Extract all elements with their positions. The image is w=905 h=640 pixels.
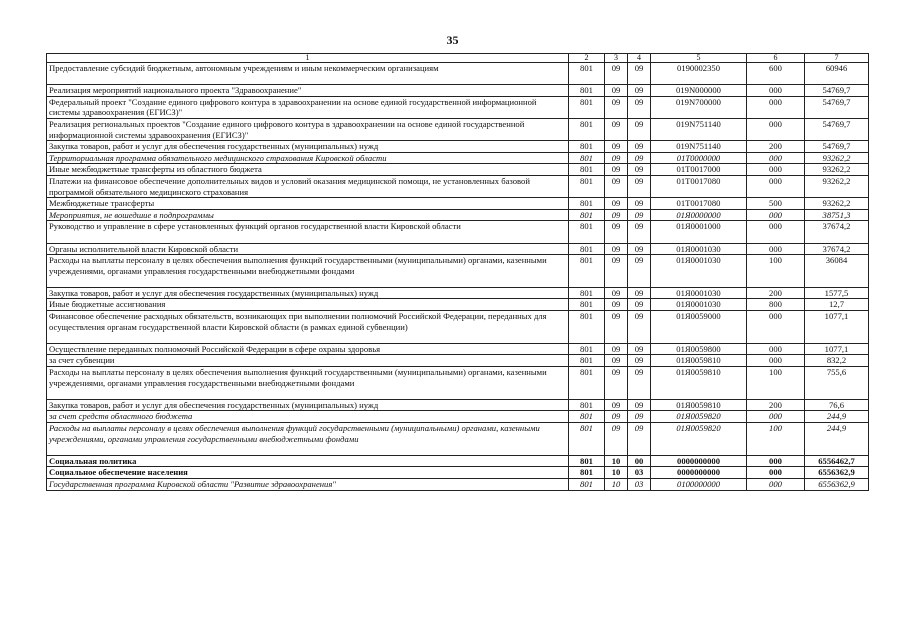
cell-amount: 54769,7 [805,141,869,153]
table-row [47,85,869,97]
cell-target-article: 01Я0001030 [651,243,747,255]
table-row [47,221,869,243]
cell-target-article: 01Я0000000 [651,209,747,221]
table-row [47,141,869,153]
cell-section: 09 [605,299,628,311]
table-row [47,118,869,140]
cell-expense-type: 000 [747,243,805,255]
cell-grbs: 801 [569,141,605,153]
cell-target-article: 019N000000 [651,85,747,97]
cell-subsection: 09 [628,299,651,311]
cell-name: Закупка товаров, работ и услуг для обеспечения государственных (муниципальных) нужд [47,399,569,411]
cell-expense-type: 600 [747,63,805,85]
cell-subsection: 09 [628,311,651,344]
cell-subsection: 09 [628,287,651,299]
cell-expense-type: 000 [747,479,805,491]
cell-amount: 93262,2 [805,198,869,210]
cell-grbs: 801 [569,311,605,344]
header-col-4: 4 [628,54,651,63]
cell-amount: 37674,2 [805,221,869,243]
cell-name: Расходы на выплаты персоналу в целях обеспечения выполнения функций государственными (муниципальными) органами, казенными учреждениями, органами управления государственными внебюджетными фондами [47,367,569,400]
cell-subsection: 09 [628,118,651,140]
cell-grbs: 801 [569,343,605,355]
cell-expense-type: 000 [747,355,805,367]
table-row [47,198,869,210]
cell-amount: 54769,7 [805,96,869,118]
cell-section: 10 [605,479,628,491]
cell-name: Закупка товаров, работ и услуг для обеспечения государственных (муниципальных) нужд [47,287,569,299]
cell-name: Федеральный проект "Создание единого цифрового контура в здравоохранении на основе единой государственной информационной системы здравоохранения (ЕГИСЗ)" [47,96,569,118]
cell-section: 09 [605,367,628,400]
cell-target-article: 01Я0059810 [651,355,747,367]
cell-section: 09 [605,399,628,411]
table-row [47,311,869,344]
cell-amount: 93262,2 [805,175,869,197]
cell-expense-type: 000 [747,221,805,243]
cell-name: Иные межбюджетные трансферты из областного бюджета [47,164,569,176]
cell-grbs: 801 [569,299,605,311]
cell-section: 09 [605,255,628,288]
cell-name: Расходы на выплаты персоналу в целях обеспечения выполнения функций государственными (муниципальными) органами, казенными учреждениями, органами управления государственными внебюджетными фондами [47,255,569,288]
cell-amount: 60946 [805,63,869,85]
header-col-5: 5 [651,54,747,63]
cell-target-article: 01Я0059820 [651,411,747,423]
table-row [47,367,869,400]
table-row [47,164,869,176]
cell-name: Социальное обеспечение населения [47,467,569,479]
cell-expense-type: 000 [747,455,805,467]
cell-subsection: 03 [628,467,651,479]
cell-amount: 1577,5 [805,287,869,299]
cell-expense-type: 000 [747,152,805,164]
cell-name: Межбюджетные трансферты [47,198,569,210]
cell-amount: 37674,2 [805,243,869,255]
table-row [47,255,869,288]
table-row [47,411,869,423]
cell-name: за счет средств областного бюджета [47,411,569,423]
cell-section: 09 [605,118,628,140]
cell-expense-type: 000 [747,164,805,176]
cell-expense-type: 000 [747,96,805,118]
table-row [47,63,869,85]
cell-target-article: 01Я0059800 [651,343,747,355]
cell-subsection: 09 [628,152,651,164]
cell-grbs: 801 [569,255,605,288]
header-col-7: 7 [805,54,869,63]
cell-name: Платежи на финансовое обеспечение дополнительных видов и условий оказания медицинской помощи, не установленных базовой программой обязательного медицинского страхования [47,175,569,197]
cell-amount: 6556462,7 [805,455,869,467]
cell-subsection: 09 [628,209,651,221]
cell-subsection: 09 [628,399,651,411]
cell-name: Иные бюджетные ассигнования [47,299,569,311]
cell-grbs: 801 [569,355,605,367]
cell-name: Органы исполнительной власти Кировской области [47,243,569,255]
cell-subsection: 09 [628,367,651,400]
cell-expense-type: 100 [747,367,805,400]
header-col-3: 3 [605,54,628,63]
table-row [47,209,869,221]
cell-target-article: 019N751140 [651,141,747,153]
cell-name: Закупка товаров, работ и услуг для обеспечения государственных (муниципальных) нужд [47,141,569,153]
table-row [47,152,869,164]
cell-name: Реализация мероприятий национального проекта "Здравоохранение" [47,85,569,97]
header-col-1: 1 [47,54,569,63]
cell-amount: 1077,1 [805,311,869,344]
cell-grbs: 801 [569,198,605,210]
cell-grbs: 801 [569,399,605,411]
table-row [47,399,869,411]
cell-section: 09 [605,411,628,423]
cell-grbs: 801 [569,96,605,118]
header-row [47,54,869,63]
cell-amount: 38751,3 [805,209,869,221]
cell-target-article: 01Я0059000 [651,311,747,344]
cell-expense-type: 000 [747,175,805,197]
cell-section: 10 [605,467,628,479]
cell-expense-type: 800 [747,299,805,311]
cell-amount: 6556362,9 [805,479,869,491]
cell-section: 09 [605,152,628,164]
cell-amount: 93262,2 [805,152,869,164]
header-col-2: 2 [569,54,605,63]
table-row [47,467,869,479]
cell-amount: 76,6 [805,399,869,411]
cell-subsection: 09 [628,221,651,243]
cell-section: 09 [605,221,628,243]
cell-section: 09 [605,343,628,355]
cell-expense-type: 200 [747,141,805,153]
table-row [47,343,869,355]
cell-grbs: 801 [569,467,605,479]
cell-section: 09 [605,423,628,456]
cell-expense-type: 100 [747,255,805,288]
cell-amount: 54769,7 [805,118,869,140]
cell-target-article: 01Я0059810 [651,367,747,400]
cell-target-article: 01Я0001030 [651,255,747,288]
cell-expense-type: 000 [747,343,805,355]
cell-target-article: 0000000000 [651,455,747,467]
cell-target-article: 0190002350 [651,63,747,85]
budget-table [46,53,869,491]
cell-name: Мероприятия, не вошедшие в подпрограммы [47,209,569,221]
cell-target-article: 01Т0017080 [651,198,747,210]
cell-target-article: 01Т0017000 [651,164,747,176]
cell-section: 09 [605,164,628,176]
cell-target-article: 01Я0059820 [651,423,747,456]
cell-section: 09 [605,311,628,344]
cell-amount: 244,9 [805,411,869,423]
cell-expense-type: 000 [747,85,805,97]
cell-subsection: 09 [628,255,651,288]
cell-amount: 12,7 [805,299,869,311]
table-row [47,175,869,197]
cell-subsection: 09 [628,175,651,197]
cell-section: 09 [605,96,628,118]
cell-amount: 6556362,9 [805,467,869,479]
cell-amount: 755,6 [805,367,869,400]
cell-section: 09 [605,287,628,299]
cell-expense-type: 000 [747,311,805,344]
cell-target-article: 01Я0059810 [651,399,747,411]
cell-grbs: 801 [569,209,605,221]
cell-subsection: 09 [628,63,651,85]
cell-grbs: 801 [569,411,605,423]
cell-name: Территориальная программа обязательного медицинского страхования Кировской области [47,152,569,164]
cell-grbs: 801 [569,479,605,491]
cell-name: Расходы на выплаты персоналу в целях обеспечения выполнения функций государственными (муниципальными) органами, казенными учреждениями, органами управления государственными внебюджетными фондами [47,423,569,456]
cell-section: 09 [605,85,628,97]
cell-subsection: 09 [628,423,651,456]
cell-amount: 36084 [805,255,869,288]
cell-subsection: 03 [628,479,651,491]
cell-subsection: 09 [628,85,651,97]
cell-subsection: 00 [628,455,651,467]
cell-grbs: 801 [569,175,605,197]
table-row [47,96,869,118]
cell-name: Осуществление переданных полномочий Российской Федерации в сфере охраны здоровья [47,343,569,355]
cell-section: 09 [605,198,628,210]
cell-grbs: 801 [569,423,605,456]
cell-section: 09 [605,355,628,367]
cell-subsection: 09 [628,411,651,423]
cell-amount: 832,2 [805,355,869,367]
cell-expense-type: 100 [747,423,805,456]
cell-target-article: 01Я0001030 [651,287,747,299]
cell-subsection: 09 [628,198,651,210]
table-row [47,455,869,467]
cell-subsection: 09 [628,96,651,118]
cell-grbs: 801 [569,164,605,176]
cell-grbs: 801 [569,152,605,164]
cell-expense-type: 000 [747,209,805,221]
cell-name: Руководство и управление в сфере установленных функций органов государственной власти Кировской области [47,221,569,243]
cell-target-article: 0000000000 [651,467,747,479]
cell-section: 09 [605,175,628,197]
cell-grbs: 801 [569,63,605,85]
cell-grbs: 801 [569,85,605,97]
cell-grbs: 801 [569,367,605,400]
cell-name: Финансовое обеспечение расходных обязательств, возникающих при выполнении полномочий Российской Федерации, переданных для осуществления органам государственной власти Кировской области (в рамках единой субвенции) [47,311,569,344]
cell-expense-type: 200 [747,399,805,411]
cell-expense-type: 000 [747,411,805,423]
table-body [47,63,869,491]
cell-name: Социальная политика [47,455,569,467]
cell-grbs: 801 [569,455,605,467]
cell-section: 09 [605,141,628,153]
cell-section: 09 [605,63,628,85]
page-number: 35 [446,33,459,47]
table-row [47,479,869,491]
header-col-6: 6 [747,54,805,63]
cell-target-article: 01Я0001000 [651,221,747,243]
cell-section: 10 [605,455,628,467]
cell-section: 09 [605,209,628,221]
cell-name: за счет субвенции [47,355,569,367]
cell-amount: 244,9 [805,423,869,456]
cell-subsection: 09 [628,243,651,255]
cell-grbs: 801 [569,221,605,243]
table-row [47,355,869,367]
table-row [47,423,869,456]
cell-subsection: 09 [628,164,651,176]
table-row [47,287,869,299]
cell-expense-type: 000 [747,118,805,140]
cell-expense-type: 500 [747,198,805,210]
cell-target-article: 019N751140 [651,118,747,140]
cell-section: 09 [605,243,628,255]
cell-target-article: 01Я0001030 [651,299,747,311]
cell-grbs: 801 [569,287,605,299]
cell-subsection: 09 [628,141,651,153]
cell-name: Государственная программа Кировской области "Развитие здравоохранения" [47,479,569,491]
cell-name: Реализация региональных проектов "Создание единого цифрового контура в здравоохранении на основе единой государственной информационной системы здравоохранения (ЕГИСЗ)" [47,118,569,140]
cell-grbs: 801 [569,118,605,140]
cell-target-article: 01Т0017080 [651,175,747,197]
cell-expense-type: 200 [747,287,805,299]
cell-name: Предоставление субсидий бюджетным, автономным учреждениям и иным некоммерческим организациям [47,63,569,85]
cell-target-article: 0100000000 [651,479,747,491]
table-row [47,299,869,311]
table-row [47,243,869,255]
cell-amount: 1077,1 [805,343,869,355]
cell-expense-type: 000 [747,467,805,479]
cell-subsection: 09 [628,343,651,355]
cell-target-article: 019N700000 [651,96,747,118]
cell-amount: 93262,2 [805,164,869,176]
cell-grbs: 801 [569,243,605,255]
cell-target-article: 01Т0000000 [651,152,747,164]
cell-subsection: 09 [628,355,651,367]
cell-amount: 54769,7 [805,85,869,97]
